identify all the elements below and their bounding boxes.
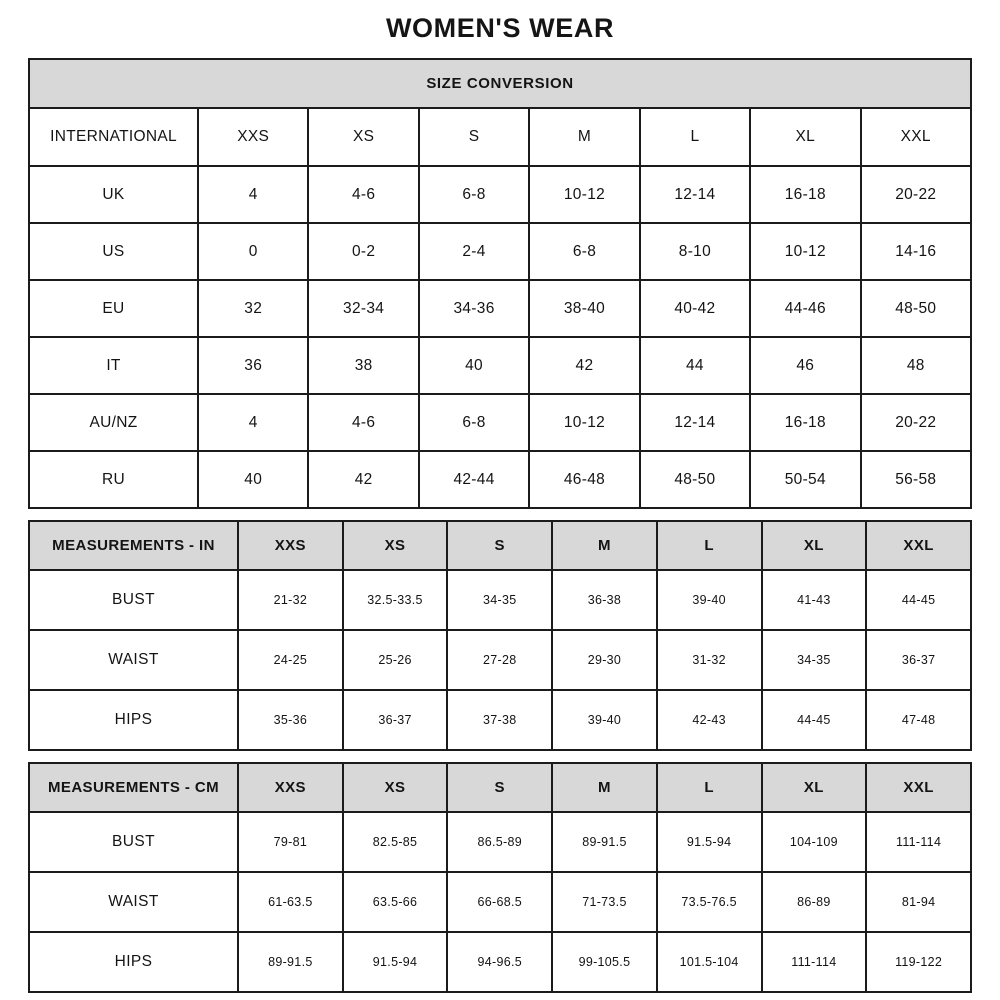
table-row-waist-in xyxy=(29,630,971,690)
value-cell: 6-8 xyxy=(529,223,639,280)
row-label-cell: HIPS xyxy=(29,690,238,750)
value-cell: 29-30 xyxy=(552,630,657,690)
measurements-cm-table xyxy=(28,762,972,993)
value-cell: 63.5-66 xyxy=(343,872,448,932)
value-cell: 71-73.5 xyxy=(552,872,657,932)
value-cell: 21-32 xyxy=(238,570,343,630)
value-cell: 111-114 xyxy=(866,812,971,872)
value-cell: 34-35 xyxy=(447,570,552,630)
value-cell: 2-4 xyxy=(419,223,529,280)
value-cell: 4-6 xyxy=(308,394,418,451)
value-cell: 36-37 xyxy=(343,690,448,750)
column-header-cell: XL xyxy=(750,108,860,166)
measurements-in-columns-row xyxy=(29,521,971,570)
column-header-cell: S xyxy=(447,763,552,812)
table-title: MEASUREMENTS - CM xyxy=(29,763,238,812)
value-cell: 44-45 xyxy=(866,570,971,630)
value-cell: 42-43 xyxy=(657,690,762,750)
column-header-cell: L xyxy=(657,763,762,812)
size-conversion-columns-row xyxy=(29,108,971,166)
row-label-cell: AU/NZ xyxy=(29,394,198,451)
value-cell: 91.5-94 xyxy=(343,932,448,992)
row-label-cell: HIPS xyxy=(29,932,238,992)
row-label-cell: IT xyxy=(29,337,198,394)
value-cell: 61-63.5 xyxy=(238,872,343,932)
size-conversion-table xyxy=(28,58,972,509)
row-label-cell: US xyxy=(29,223,198,280)
value-cell: 32-34 xyxy=(308,280,418,337)
row-label-cell: BUST xyxy=(29,570,238,630)
column-header-cell: XS xyxy=(343,763,448,812)
value-cell: 39-40 xyxy=(552,690,657,750)
row-label-cell: EU xyxy=(29,280,198,337)
value-cell: 35-36 xyxy=(238,690,343,750)
value-cell: 56-58 xyxy=(861,451,971,508)
value-cell: 38 xyxy=(308,337,418,394)
row-label-cell: RU xyxy=(29,451,198,508)
value-cell: 20-22 xyxy=(861,166,971,223)
value-cell: 79-81 xyxy=(238,812,343,872)
value-cell: 36 xyxy=(198,337,308,394)
column-header-cell: XL xyxy=(762,763,867,812)
table-row-hips-cm xyxy=(29,932,971,992)
value-cell: 10-12 xyxy=(529,166,639,223)
value-cell: 44-46 xyxy=(750,280,860,337)
value-cell: 91.5-94 xyxy=(657,812,762,872)
value-cell: 16-18 xyxy=(750,166,860,223)
table-title: MEASUREMENTS - IN xyxy=(29,521,238,570)
value-cell: 86.5-89 xyxy=(447,812,552,872)
value-cell: 12-14 xyxy=(640,394,750,451)
value-cell: 0-2 xyxy=(308,223,418,280)
value-cell: 44 xyxy=(640,337,750,394)
value-cell: 89-91.5 xyxy=(552,812,657,872)
column-header-cell: XXL xyxy=(866,521,971,570)
row-label-cell: WAIST xyxy=(29,630,238,690)
measurements-cm-columns-row xyxy=(29,763,971,812)
table-title: SIZE CONVERSION xyxy=(29,59,971,108)
value-cell: 47-48 xyxy=(866,690,971,750)
value-cell: 32.5-33.5 xyxy=(343,570,448,630)
column-header-cell: M xyxy=(529,108,639,166)
value-cell: 44-45 xyxy=(762,690,867,750)
value-cell: 37-38 xyxy=(447,690,552,750)
value-cell: 20-22 xyxy=(861,394,971,451)
value-cell: 39-40 xyxy=(657,570,762,630)
value-cell: 104-109 xyxy=(762,812,867,872)
value-cell: 38-40 xyxy=(529,280,639,337)
column-header-cell: XXS xyxy=(238,521,343,570)
value-cell: 50-54 xyxy=(750,451,860,508)
value-cell: 48-50 xyxy=(640,451,750,508)
value-cell: 40 xyxy=(419,337,529,394)
table-row-aunz xyxy=(29,394,971,451)
value-cell: 42 xyxy=(308,451,418,508)
value-cell: 81-94 xyxy=(866,872,971,932)
column-header-cell: S xyxy=(447,521,552,570)
measurements-in-table xyxy=(28,520,972,751)
column-header-cell: XS xyxy=(308,108,418,166)
value-cell: 6-8 xyxy=(419,394,529,451)
value-cell: 101.5-104 xyxy=(657,932,762,992)
value-cell: 42-44 xyxy=(419,451,529,508)
row-label-cell: WAIST xyxy=(29,872,238,932)
table-row-bust-cm xyxy=(29,812,971,872)
value-cell: 66-68.5 xyxy=(447,872,552,932)
value-cell: 41-43 xyxy=(762,570,867,630)
value-cell: 34-35 xyxy=(762,630,867,690)
row-label-cell: UK xyxy=(29,166,198,223)
column-header-cell: XXS xyxy=(238,763,343,812)
value-cell: 46-48 xyxy=(529,451,639,508)
value-cell: 34-36 xyxy=(419,280,529,337)
column-header-cell: XL xyxy=(762,521,867,570)
value-cell: 25-26 xyxy=(343,630,448,690)
value-cell: 82.5-85 xyxy=(343,812,448,872)
value-cell: 4-6 xyxy=(308,166,418,223)
table-row-hips-in xyxy=(29,690,971,750)
value-cell: 99-105.5 xyxy=(552,932,657,992)
page-title: WOMEN'S WEAR xyxy=(385,13,615,43)
value-cell: 4 xyxy=(198,166,308,223)
value-cell: 27-28 xyxy=(447,630,552,690)
value-cell: 94-96.5 xyxy=(447,932,552,992)
value-cell: 36-38 xyxy=(552,570,657,630)
value-cell: 31-32 xyxy=(657,630,762,690)
column-header-cell: M xyxy=(552,763,657,812)
value-cell: 12-14 xyxy=(640,166,750,223)
table-row-eu xyxy=(29,280,971,337)
value-cell: 8-10 xyxy=(640,223,750,280)
column-header-cell: XXS xyxy=(198,108,308,166)
table-row-ru xyxy=(29,451,971,508)
size-conversion-header-row xyxy=(29,59,971,108)
value-cell: 6-8 xyxy=(419,166,529,223)
value-cell: 42 xyxy=(529,337,639,394)
column-header-cell: L xyxy=(640,108,750,166)
column-header-cell: XS xyxy=(343,521,448,570)
column-header-cell: L xyxy=(657,521,762,570)
column-header-cell: XXL xyxy=(861,108,971,166)
column-header-cell: INTERNATIONAL xyxy=(29,108,198,166)
value-cell: 16-18 xyxy=(750,394,860,451)
value-cell: 73.5-76.5 xyxy=(657,872,762,932)
value-cell: 111-114 xyxy=(762,932,867,992)
column-header-cell: S xyxy=(419,108,529,166)
row-label-cell: BUST xyxy=(29,812,238,872)
value-cell: 10-12 xyxy=(529,394,639,451)
value-cell: 10-12 xyxy=(750,223,860,280)
value-cell: 4 xyxy=(198,394,308,451)
value-cell: 89-91.5 xyxy=(238,932,343,992)
value-cell: 86-89 xyxy=(762,872,867,932)
table-row-us xyxy=(29,223,971,280)
value-cell: 119-122 xyxy=(866,932,971,992)
value-cell: 40 xyxy=(198,451,308,508)
table-row-bust-in xyxy=(29,570,971,630)
value-cell: 36-37 xyxy=(866,630,971,690)
value-cell: 24-25 xyxy=(238,630,343,690)
value-cell: 40-42 xyxy=(640,280,750,337)
column-header-cell: XXL xyxy=(866,763,971,812)
value-cell: 48-50 xyxy=(861,280,971,337)
value-cell: 48 xyxy=(861,337,971,394)
value-cell: 46 xyxy=(750,337,860,394)
table-row-it xyxy=(29,337,971,394)
value-cell: 14-16 xyxy=(861,223,971,280)
table-row-waist-cm xyxy=(29,872,971,932)
value-cell: 0 xyxy=(198,223,308,280)
table-row-uk xyxy=(29,166,971,223)
column-header-cell: M xyxy=(552,521,657,570)
value-cell: 32 xyxy=(198,280,308,337)
